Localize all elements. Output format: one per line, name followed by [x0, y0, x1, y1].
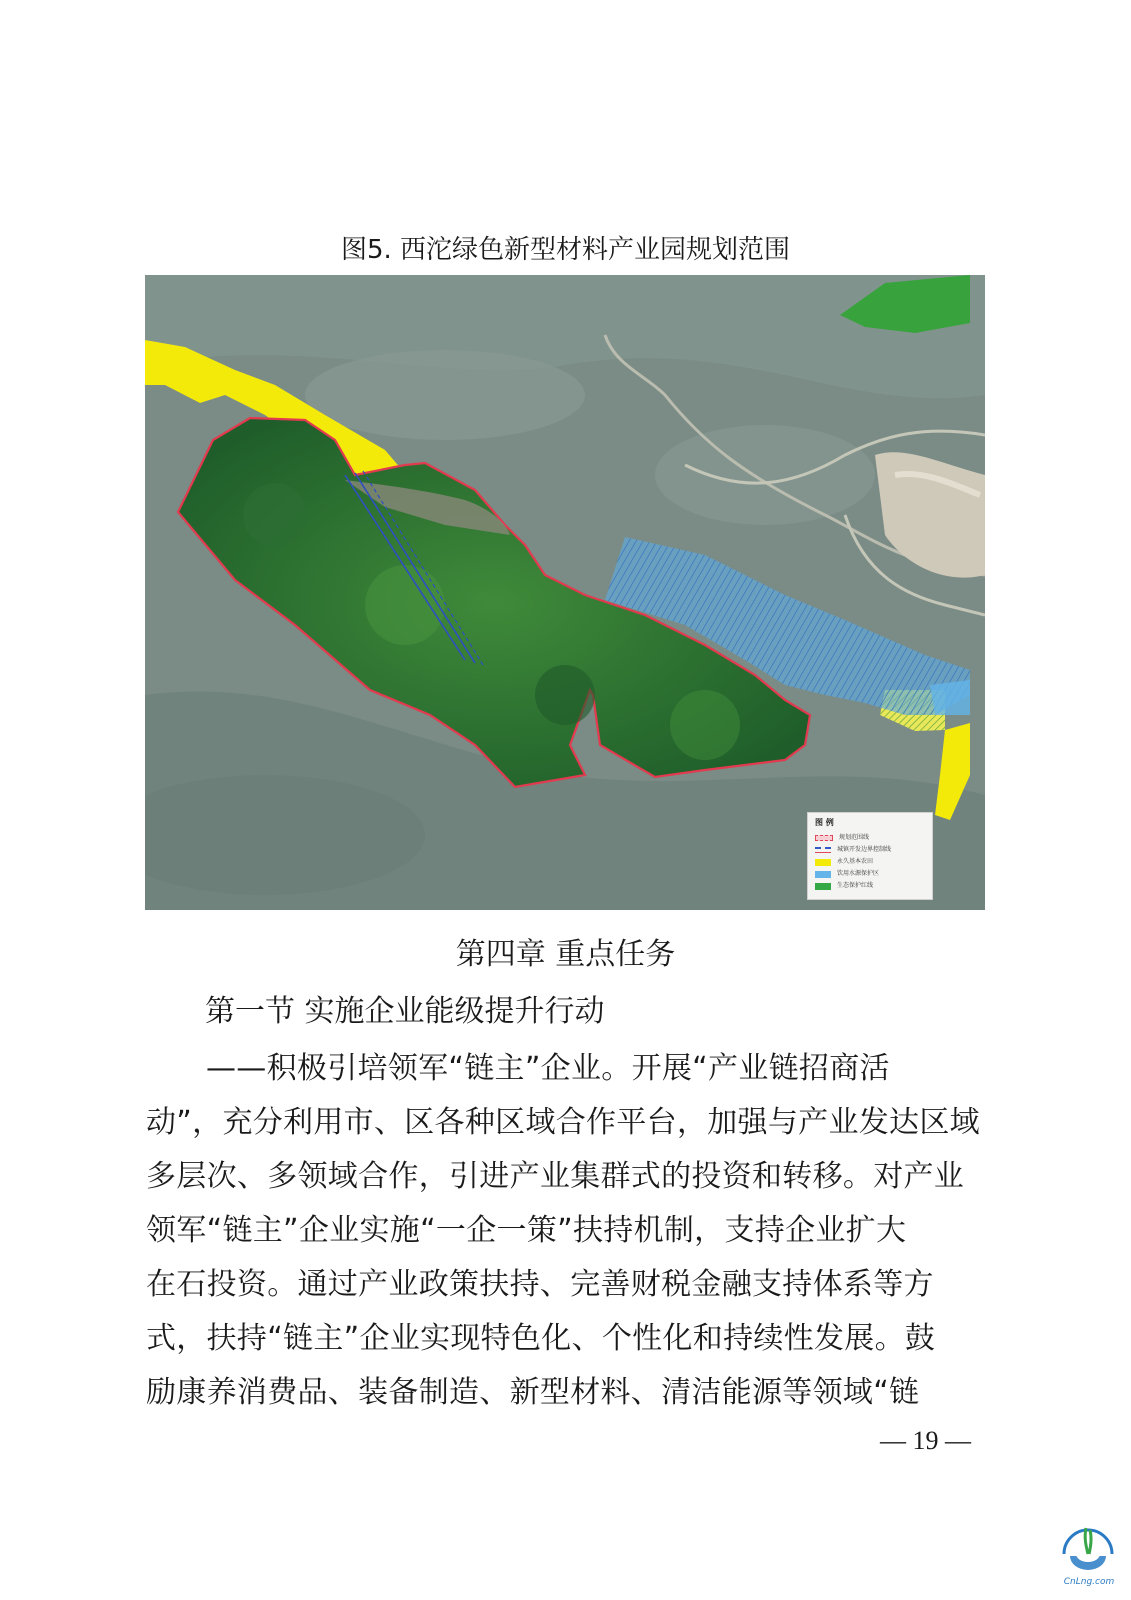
paragraph-line: 领军“链主”企业实施“一企一策”扶持机制，支持企业扩大	[146, 1213, 907, 1248]
legend-item: 生态保护红线	[815, 880, 925, 892]
figure-caption: 图5. 西沱绿色新型材料产业园规划范围	[340, 235, 791, 265]
paragraph-line: 式，扶持“链主”企业实现特色化、个性化和持续性发展。鼓	[146, 1321, 936, 1356]
chapter-title: 第四章 重点任务	[455, 937, 676, 972]
paragraph-line: ——积极引培领军“链主”企业。开展“产业链招商活	[206, 1051, 890, 1086]
legend-item: 永久基本农田	[815, 856, 925, 868]
legend-item: 规划范围线	[815, 832, 925, 844]
legend-title: 图 例	[815, 818, 834, 827]
dev-boundary-swatch	[815, 847, 831, 853]
page-number: — 19 —	[880, 1426, 971, 1455]
paragraph-line: 多层次、多领域合作，引进产业集群式的投资和转移。对产业	[146, 1159, 965, 1194]
eco-redline-swatch	[815, 883, 831, 890]
water-protection-swatch	[815, 871, 831, 878]
planning-map	[145, 275, 985, 910]
farmland-swatch	[815, 859, 831, 866]
body-paragraph	[146, 1042, 981, 1420]
paragraph-line: 在石投资。通过产业政策扶持、完善财税金融支持体系等方	[146, 1267, 934, 1302]
paragraph-line: 动”，充分利用市、区各种区域合作平台，加强与产业发达区域	[146, 1105, 980, 1140]
section-title: 第一节 实施企业能级提升行动	[205, 994, 605, 1029]
planning-boundary-swatch	[815, 835, 833, 841]
legend-item: 城镇开发边界控制线	[815, 844, 925, 856]
watermark-text: CnLng.com	[1063, 1577, 1115, 1587]
legend-item: 饮用水源保护区	[815, 868, 925, 880]
map-legend	[807, 812, 933, 900]
paragraph-line: 励康养消费品、装备制造、新型材料、清洁能源等领域“链	[146, 1375, 920, 1410]
